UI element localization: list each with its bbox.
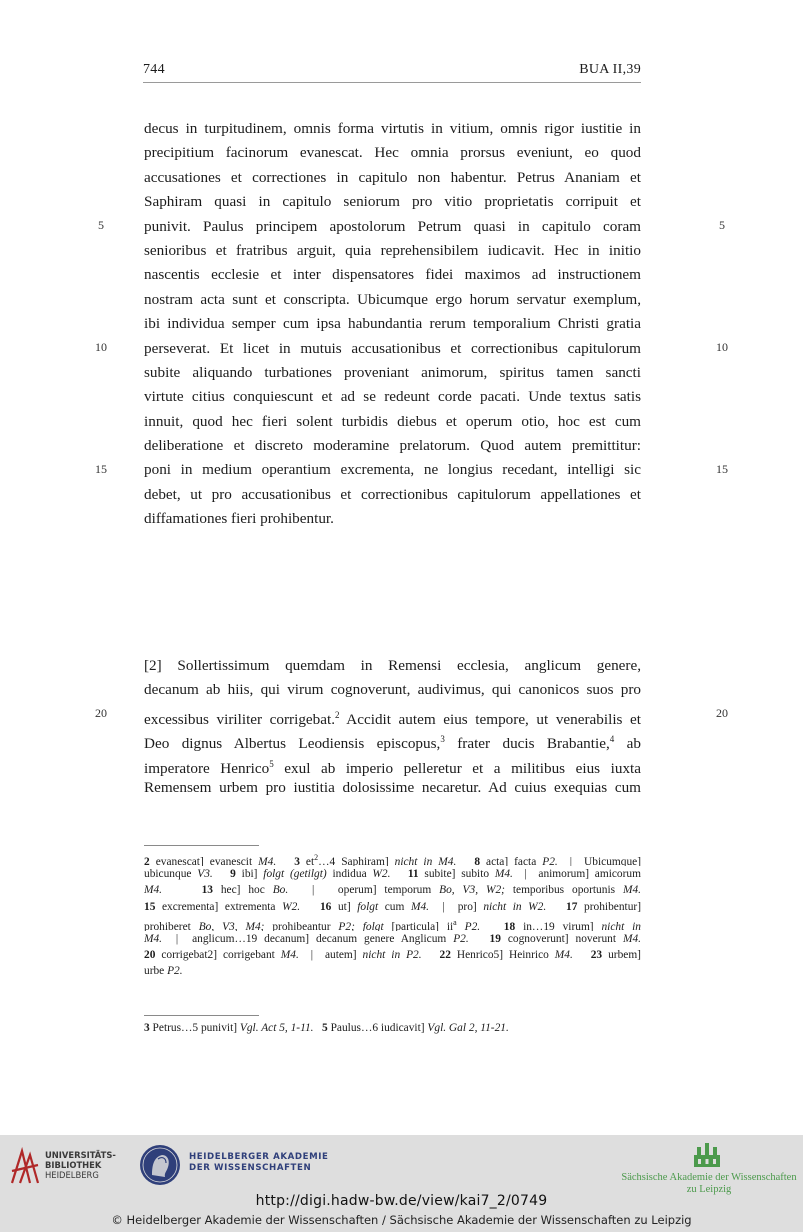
apparatus-text <box>300 901 320 913</box>
siglum: M4. <box>622 884 641 897</box>
apparatus-line <box>144 850 641 866</box>
apparatus-text <box>314 1022 323 1034</box>
apparatus-text: prohiberet <box>144 920 199 931</box>
apparatus-text: …4 Saphiram] <box>318 855 395 867</box>
apparatus-text <box>162 884 202 896</box>
apparatus-text <box>390 868 407 880</box>
apparatus-text <box>546 901 566 913</box>
apparatus-text: ut] <box>331 900 358 913</box>
text-line: decanum ab hiis, qui virum cognoverunt, audivimus, qui canonicos suos pro <box>144 681 641 699</box>
siglum: P2; folgt <box>338 920 384 931</box>
footnote-marker: 4 <box>609 734 615 745</box>
siglum: nicht in <box>601 920 641 931</box>
apparatus-rule <box>144 845 259 846</box>
text-line: perseverat. Et licet in mutuis accusationibus et correctionibus capitulorum <box>144 339 641 357</box>
academy-seal-icon <box>138 1143 182 1187</box>
page-number: 744 <box>143 62 165 77</box>
text-line: subite aliquando turbationes proveniant animorum, spiritus tamen sancti <box>144 363 641 381</box>
text-span: imperatore Henrico <box>144 759 270 776</box>
line-number-right: 5 <box>719 218 725 232</box>
apparatus-text: cognoverunt] noverunt <box>500 932 623 945</box>
line-ref-number: 3 <box>144 1022 150 1034</box>
text-span: exul ab imperio pelleretur et a militibus eius iuxta <box>273 759 641 776</box>
apparatus-text <box>457 921 465 931</box>
apparatus-line <box>144 866 641 882</box>
permalink-url[interactable]: http://digi.hadw-bw.de/view/kai7_2/0749 <box>255 1193 548 1209</box>
text-line: nascentis ecclesie et inter dispensatores fidei maximos ad instructionem <box>144 266 641 284</box>
line-ref-number: 3 <box>294 855 300 867</box>
text-line: virtute citius conquiescunt et ad se redeunt corde pacati. Unde textus satis <box>144 388 641 406</box>
apparatus-text: urbem] <box>602 949 641 962</box>
siglum: V3. <box>197 868 213 881</box>
siglum: Bo, V3, M4; <box>198 920 265 931</box>
text-line <box>144 752 641 776</box>
footnote-marker: 5 <box>269 758 274 769</box>
siglum: M4. <box>144 884 163 897</box>
siglum: P2. <box>167 965 183 978</box>
apparatus-text: | autem] <box>298 949 363 962</box>
siglum: W2. <box>372 868 391 881</box>
apparatus-text: prohibentur] <box>577 900 641 913</box>
apparatus-text: hec] hoc <box>212 884 273 897</box>
sources-rule <box>144 1015 259 1016</box>
apparatus-text: | operum] temporum <box>288 884 440 897</box>
siglum: P2. <box>453 932 469 945</box>
line-ref-number: 11 <box>407 868 419 881</box>
line-number-right: 20 <box>716 706 728 720</box>
text-span: Accidit autem eius tempore, ut venerabilis et <box>339 710 641 728</box>
text-line: debet, ut pro accusationibus et correctionibus capitulorum appellationes et <box>144 485 641 503</box>
apparatus-line <box>144 882 641 898</box>
superscript: a <box>453 917 457 927</box>
running-head <box>143 60 641 83</box>
document-reference: BUA II,39 <box>579 62 641 77</box>
text-line: precipitium facinorum evanescat. Hec omnia prorsus eveniunt, eo quod <box>144 144 641 162</box>
text-line: poni in medium operantium excrementa, ne longius recedant, intelligi sic <box>144 461 641 479</box>
siglum: M4. <box>554 949 573 962</box>
apparatus-text <box>456 856 474 866</box>
line-ref-number: 20 <box>144 949 156 962</box>
text-line: innuit, quod hec fieri solent turbidis diebus et operum otio, hoc est cum <box>144 412 641 430</box>
line-ref-number: 18 <box>503 920 516 931</box>
apparatus-text: acta] facta <box>480 855 543 867</box>
siglum: nicht in M4. <box>394 855 457 867</box>
line-number-right: 15 <box>716 462 728 476</box>
apparatus-text: | Ubicumque] <box>557 855 641 867</box>
line-ref-number: 8 <box>474 855 481 867</box>
apparatus-line <box>144 931 641 947</box>
apparatus-text: [particula] ii <box>383 920 454 931</box>
line-ref-number: 17 <box>566 900 578 913</box>
superscript: 2 <box>314 853 319 862</box>
siglum: P2. <box>464 920 481 931</box>
apparatus-text: excrementa] extrementa <box>155 900 283 913</box>
main-text-paragraph-1 <box>144 117 641 532</box>
line-ref-number: 2 <box>144 855 150 867</box>
siglum: folgt <box>357 900 379 913</box>
siglum: M4. <box>280 949 299 962</box>
apparatus-text: | animorum] amicorum <box>512 868 641 881</box>
apparatus-text: ibi] <box>235 868 264 881</box>
sources-line <box>144 1020 641 1036</box>
footnote-marker: 3 <box>440 734 445 745</box>
siglum: Bo. <box>272 884 289 897</box>
text-span: Deo dignus Albertus Leodiensis episcopus, <box>144 735 441 752</box>
apparatus-text: Paulus…6 iudicavit] <box>327 1022 428 1034</box>
apparatus-text <box>480 921 504 931</box>
line-ref-number: 19 <box>489 932 501 945</box>
line-number-left: 20 <box>95 706 107 720</box>
line-number-left: 15 <box>95 462 107 476</box>
apparatus-text <box>422 949 440 961</box>
text-line: senioribus et fratribus arguit, quia reprehensibilem iudicavit. Hec in initio <box>144 241 641 259</box>
apparatus-text: prohibeantur <box>264 920 339 931</box>
text-line: diffamationes fieri prohibentur. <box>144 510 334 528</box>
main-text-paragraph-2 <box>144 654 641 800</box>
text-line <box>144 703 641 727</box>
line-ref-number: 23 <box>590 949 603 962</box>
apparatus-line <box>144 899 641 915</box>
apparatus-text: ubicunque <box>144 868 198 881</box>
siglum: W2. <box>282 900 301 913</box>
text-span: excessibus viriliter corrigebat. <box>144 710 336 728</box>
text-line: [2] Sollertissimum quemdam in Remensi ecclesia, anglicum genere, <box>144 657 641 674</box>
apparatus-text: corrigebat2] corrigebant <box>155 949 281 962</box>
critical-apparatus <box>144 850 641 980</box>
text-line <box>144 727 641 751</box>
apparatus-text: temporibus oportunis <box>504 884 623 897</box>
ub-line: HEIDELBERG <box>45 1170 99 1180</box>
siglum: nicht in P2. <box>362 949 422 962</box>
apparatus-text <box>469 933 490 945</box>
university-library-name <box>45 1150 116 1180</box>
hadw-line: HEIDELBERGER AKADEMIE <box>189 1152 329 1162</box>
line-number-right: 10 <box>716 340 728 354</box>
apparatus-text <box>276 856 294 866</box>
line-ref-number: 16 <box>319 900 332 913</box>
text-line: punivit. Paulus principem apostolorum Petrum quasi in capitulo coram <box>144 217 641 235</box>
apparatus-text: urbe <box>144 965 168 978</box>
apparatus-text: indidua <box>326 868 373 881</box>
text-line: decus in turpitudinem, omnis forma virtutis in vitium, omnis rigor iustitie in <box>144 120 641 137</box>
sources-apparatus <box>144 1020 641 1036</box>
apparatus-text: evanescat] evanescit <box>149 855 259 867</box>
line-number-left: 10 <box>95 340 107 354</box>
siglum: M4. <box>622 932 641 945</box>
apparatus-text: cum <box>378 900 411 913</box>
text-line: deliberatione et discreto moderamine prelatorum. Quod autem premittitur: <box>144 437 641 455</box>
line-ref-number: 22 <box>439 949 451 962</box>
text-line: accusationes et correctiones in capitulo non habentur. Petrus Ananiam et <box>144 168 641 186</box>
ub-line: BIBLIOTHEK <box>45 1160 102 1170</box>
line-ref-number: 13 <box>201 884 213 897</box>
apparatus-text <box>573 949 591 961</box>
siglum: folgt (getilgt) <box>263 868 327 881</box>
text-span: ab <box>614 735 641 752</box>
hadw-line: DER WISSENSCHAFTEN <box>189 1163 312 1173</box>
apparatus-line <box>144 947 641 963</box>
saxon-line: zu Leipzig <box>686 1184 732 1195</box>
apparatus-text: et <box>299 855 315 867</box>
ub-line: UNIVERSITÄTS- <box>45 1150 116 1160</box>
siglum: M4. <box>258 855 277 867</box>
apparatus-text: subite] subito <box>418 868 495 881</box>
siglum: Vgl. Act 5, 1-11. <box>239 1022 314 1034</box>
footnote-marker: 2 <box>335 709 340 720</box>
text-line: Saphiram quasi in capitulo seniorum pro vitio proprietatis corripuit et <box>144 193 641 211</box>
siglum: nicht in W2. <box>483 900 547 913</box>
siglum: M4. <box>410 900 430 913</box>
line-ref-number: 9 <box>230 868 236 881</box>
apparatus-text: | anglicum…19 decanum] decanum genere Anglicum <box>162 932 454 945</box>
footer-bar <box>0 1135 803 1232</box>
apparatus-text: Petrus…5 punivit] <box>149 1022 240 1034</box>
siglum: P2. <box>542 855 558 867</box>
line-ref-number: 5 <box>322 1022 328 1034</box>
text-line: Remensem urbem pro iustitia dolosissime necaretur. Ad cuius exequias cum <box>144 778 641 796</box>
academy-name <box>189 1152 329 1174</box>
apparatus-text <box>213 868 230 880</box>
siglum: M4. <box>144 932 163 945</box>
apparatus-text: | pro] <box>429 900 484 913</box>
line-number-left: 5 <box>98 218 104 232</box>
saxon-line: Sächsische Akademie der Wissenschaften <box>621 1172 797 1183</box>
text-line: ibi individua semper cum ipsa habundantia rerum temporalium Christi gratia <box>144 315 641 333</box>
apparatus-line <box>144 963 641 979</box>
line-ref-number: 15 <box>144 900 156 913</box>
apparatus-text: in…19 virum] <box>515 920 602 931</box>
apparatus-line <box>144 915 641 931</box>
siglum: Vgl. Gal 2, 11-21. <box>427 1022 509 1034</box>
apparatus-text: Henrico5] Heinrico <box>450 949 555 962</box>
siglum: M4. <box>494 868 513 881</box>
text-line: nostram acta sunt et conscripta. Ubicumque ergo horum servatur exemplum, <box>144 290 641 308</box>
siglum: Bo, V3, W2; <box>439 884 505 897</box>
saxon-academy-logo-icon <box>692 1141 722 1169</box>
text-span: frater ducis Brabantie, <box>444 735 610 752</box>
copyright-notice: © Heidelberger Akademie der Wissenschaften / Sächsische Akademie der Wissenschaften zu Leipzig <box>111 1213 692 1227</box>
